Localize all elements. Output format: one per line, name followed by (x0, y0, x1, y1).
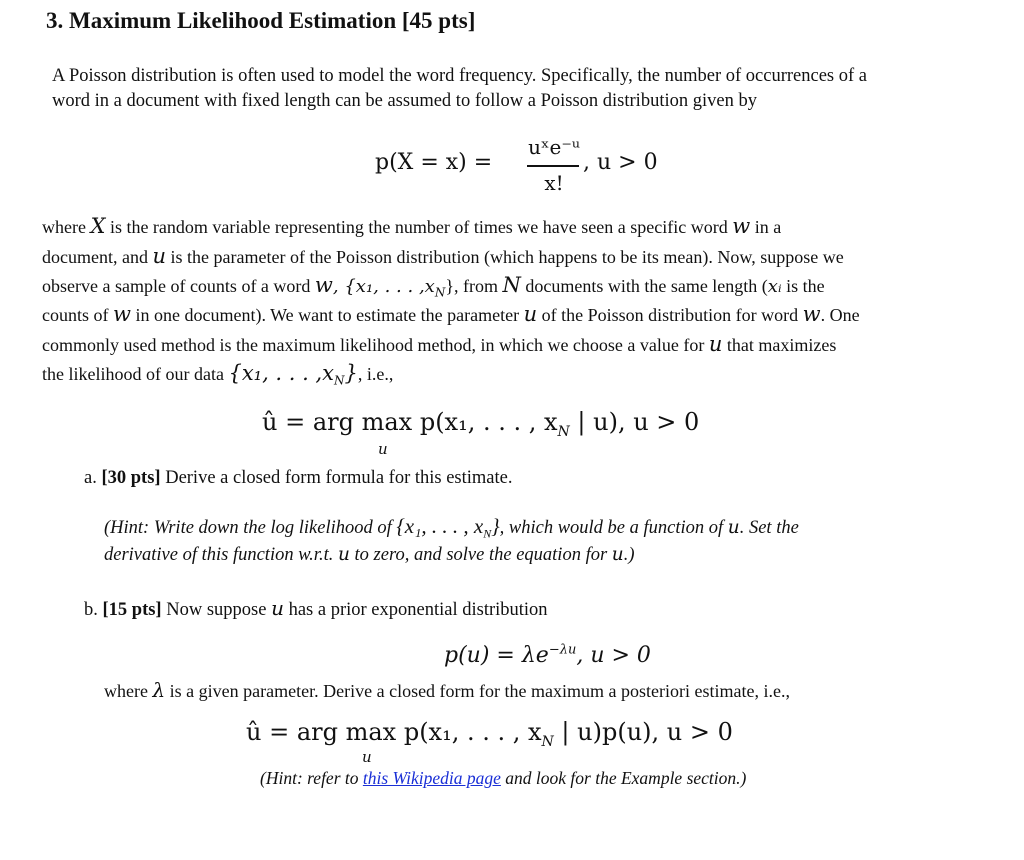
text: in one document). We want to estimate the parameter (130, 305, 524, 325)
text: commonly used method is the maximum likelihood method, in which we choose a value for (42, 335, 709, 355)
prior-exponent: −λu (548, 642, 577, 658)
part-b (84, 596, 548, 621)
part-a-text: Derive a closed form formula for this estimate. (160, 468, 513, 488)
text: (Hint: Write down the log likelihood of (104, 518, 397, 538)
mle-formula (262, 408, 699, 440)
map-main: û = arg max p(x₁, . . . , x (246, 718, 542, 746)
var-u: u (708, 332, 723, 356)
text: , which would be a function of (499, 518, 728, 538)
prior-formula (444, 642, 651, 668)
paragraph-line-5 (42, 332, 1012, 356)
intro-line-1: A Poisson distribution is often used to model the word frequency. Specifically, the number of occurrences of a (52, 66, 867, 86)
formula-denominator: x! (544, 171, 564, 195)
text: where (42, 217, 91, 237)
var-n: N (502, 273, 521, 297)
subscript-n: N (557, 423, 570, 440)
text: }, from (445, 276, 503, 296)
text: to zero, and solve the equation for (349, 545, 612, 565)
part-b-points: [15 pts] (102, 600, 162, 620)
subscript-n: N (434, 285, 446, 300)
sample-set: {x₁, . . . , x (396, 514, 484, 538)
text: , i.e., (357, 364, 394, 384)
var-u: u (337, 544, 350, 565)
map-formula (246, 718, 733, 750)
text: . Set the (739, 518, 799, 538)
text: observe a sample of counts of a word (42, 276, 315, 296)
paragraph-line-3 (42, 273, 1012, 300)
text: derivative of this function w.r.t. (104, 545, 338, 565)
var-u: u (727, 517, 740, 538)
part-b-label: b. (84, 600, 103, 620)
part-a (84, 468, 512, 489)
argmax-subscript: u (362, 748, 372, 766)
subscript-n: N (334, 373, 345, 388)
text: where (104, 681, 153, 701)
text: has a prior exponential distribution (283, 600, 548, 620)
intro-line-2: word in a document with fixed length can be assumed to follow a Poisson distribution given by (52, 91, 757, 111)
part-a-points: [30 pts] (101, 468, 161, 488)
text: that maximizes (722, 335, 837, 355)
subscript-n: N (541, 733, 554, 750)
text: is the (781, 276, 825, 296)
var-xi: xᵢ (767, 276, 782, 297)
var-u: u (152, 244, 167, 268)
var-w: w (113, 302, 131, 326)
paragraph-line-2 (42, 244, 1012, 268)
text: is the parameter of the Poisson distribution (which happens to be its mean). Now, suppose we (166, 247, 844, 267)
var-u: u (271, 596, 284, 620)
part-a-hint-line-1 (104, 514, 799, 542)
paragraph-line-1 (42, 214, 1012, 238)
text: (Hint: refer to (260, 768, 363, 788)
var-w: w (732, 214, 751, 238)
var-x: X (90, 214, 106, 238)
formula-tail: , u > 0 (583, 150, 658, 175)
text: of the Poisson distribution for word (537, 305, 803, 325)
paragraph-line-6 (42, 361, 1012, 388)
poisson-formula (375, 135, 715, 205)
var-u: u (611, 544, 624, 565)
prior-tail: , u > 0 (576, 643, 651, 668)
var-w: w (802, 302, 821, 326)
var-w: w (314, 273, 333, 297)
formula-numerator: uˣe⁻ᵘ (528, 135, 580, 159)
brace: } (344, 361, 358, 385)
text: counts of (42, 305, 113, 325)
var-u: u (523, 302, 538, 326)
brace: } (491, 514, 500, 538)
text: Now suppose (161, 600, 272, 620)
prior-main: p(u) = λe (444, 643, 549, 668)
text: in a (750, 217, 782, 237)
mle-rest: | u), u > 0 (569, 408, 700, 436)
section-title: 3. Maximum Likelihood Estimation [45 pts] (46, 8, 476, 33)
wikipedia-link[interactable]: this Wikipedia page (362, 768, 501, 788)
map-rest: | u)p(u), u > 0 (553, 718, 733, 746)
part-a-label: a. (84, 468, 102, 488)
text: documents with the same length ( (520, 276, 768, 296)
text: .) (623, 545, 635, 565)
text: document, and (42, 247, 153, 267)
sample-set: {x₁, . . . ,x (228, 361, 334, 385)
text: is a given parameter. Derive a closed form for the maximum a posteriori estimate, i.e., (165, 681, 790, 701)
text: is the random variable representing the number of times we have seen a specific word (105, 217, 733, 237)
text: and look for the Example section.) (500, 768, 747, 788)
paragraph-line-4 (42, 302, 1012, 326)
part-b-where (104, 678, 790, 702)
formula-lhs: p(X = x) = (375, 150, 493, 175)
part-a-hint-line-2 (104, 544, 635, 566)
argmax-subscript: u (378, 440, 388, 458)
part-b-hint (260, 768, 746, 789)
text: . One (820, 305, 860, 325)
subscript-n: N (483, 526, 492, 541)
text: the likelihood of our data (42, 364, 229, 384)
sample-set: , {x₁, . . . ,x (332, 276, 435, 297)
fraction-bar (527, 165, 579, 167)
var-lambda: λ (152, 678, 166, 702)
mle-main: û = arg max p(x₁, . . . , x (262, 408, 558, 436)
